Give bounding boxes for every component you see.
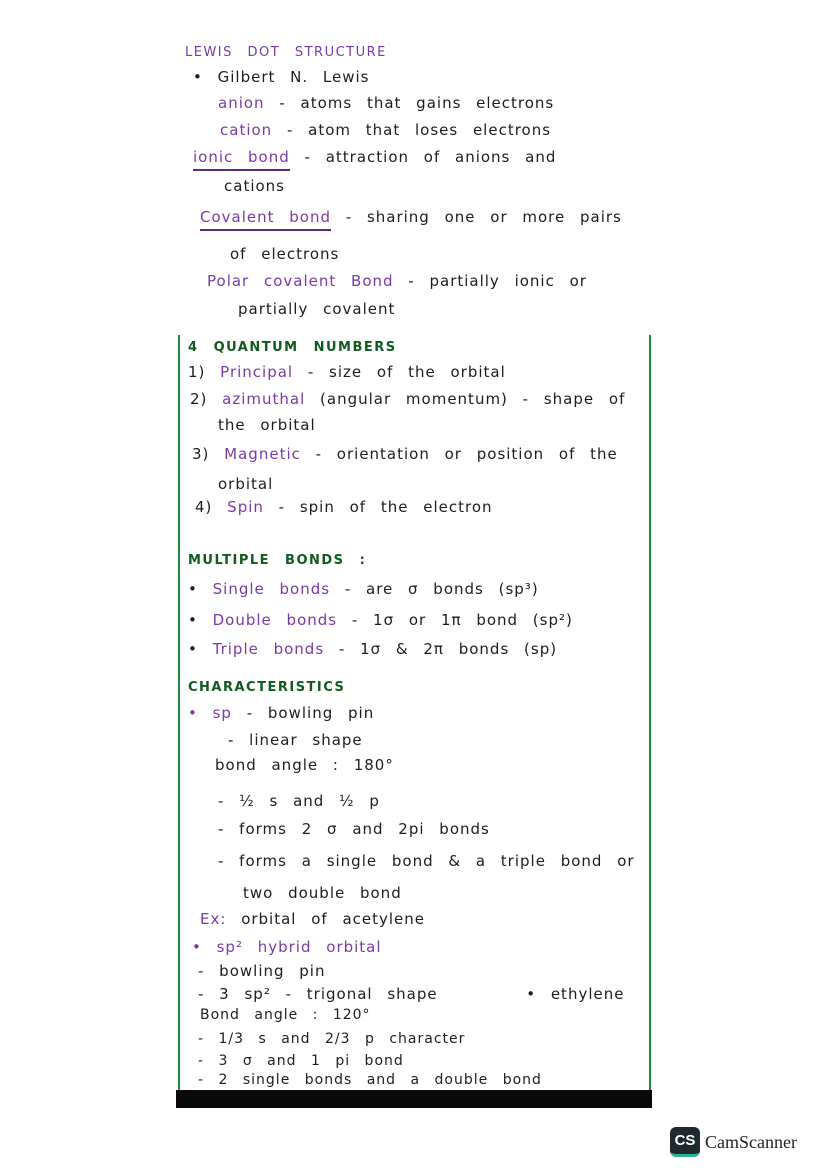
note-line <box>218 93 554 113</box>
note-text: - linear shape <box>228 731 363 749</box>
note-line <box>238 299 395 319</box>
camscanner-logo-icon: CS <box>670 1127 700 1157</box>
note-text: 4) <box>195 498 228 516</box>
note-line <box>200 909 425 929</box>
note-line <box>207 271 587 291</box>
note-line <box>188 549 366 571</box>
note-line <box>228 730 363 750</box>
note-line <box>188 579 539 599</box>
margin-line-left <box>178 335 180 1090</box>
key-term: Magnetic <box>224 445 301 463</box>
note-text: the orbital <box>218 416 316 434</box>
note-line <box>198 1051 404 1071</box>
note-line <box>195 497 493 517</box>
note-text: (angular momentum) - shape of <box>305 390 626 408</box>
note-line <box>224 176 285 196</box>
note-text: - are σ bonds (sp³) <box>330 580 539 598</box>
key-term: anion <box>218 94 265 112</box>
note-line <box>192 937 382 957</box>
note-line <box>218 415 316 435</box>
note-text: - atom that loses electrons <box>272 121 552 139</box>
note-text: 1) <box>188 363 221 381</box>
key-term: Spin <box>227 498 264 516</box>
note-line <box>188 610 573 630</box>
note-text: two double bond <box>243 884 402 902</box>
note-line <box>198 1070 542 1090</box>
note-text: - size of the orbital <box>293 363 506 381</box>
key-term: Triple bonds <box>212 640 325 658</box>
note-text: - orientation or position of the <box>300 445 618 463</box>
section-heading: LEWIS DOT STRUCTURE <box>185 45 387 60</box>
note-text: - 1σ or 1π bond (sp²) <box>337 611 573 629</box>
note-line <box>218 819 490 839</box>
note-text: - bowling pin <box>231 704 375 722</box>
camscanner-label: CamScanner <box>705 1131 797 1152</box>
key-term: azimuthal <box>222 390 306 408</box>
note-line <box>200 1005 371 1025</box>
note-line <box>218 791 380 811</box>
note-text: - 1σ & 2π bonds (sp) <box>324 640 558 658</box>
note-text: - 3 σ and 1 pi bond <box>198 1053 404 1069</box>
note-text: - forms 2 σ and 2pi bonds <box>218 820 490 838</box>
note-line <box>230 244 339 264</box>
note-line <box>243 883 402 903</box>
note-text: - 2 single bonds and a double bond <box>198 1072 542 1088</box>
key-term: Polar covalent Bond <box>207 272 394 290</box>
section-heading: 4 QUANTUM NUMBERS <box>188 340 397 355</box>
note-text: • <box>188 611 213 629</box>
section-heading: CHARACTERISTICS <box>188 680 346 695</box>
key-term: ionic bond <box>193 148 290 171</box>
note-text: - bowling pin <box>198 962 326 980</box>
note-text: orbital <box>218 475 274 493</box>
note-text: cations <box>224 177 285 195</box>
note-text: partially covalent <box>238 300 396 318</box>
note-line <box>192 444 618 464</box>
note-text: bond angle : 180° <box>215 756 394 774</box>
note-line <box>218 474 273 494</box>
note-line <box>185 41 387 63</box>
note-text: - forms a single bond & a triple bond or <box>218 852 635 870</box>
note-text: - partially ionic or <box>393 272 587 290</box>
key-term: • sp <box>188 704 232 722</box>
note-line <box>198 1029 465 1049</box>
note-line <box>200 207 622 227</box>
note-line <box>220 120 551 140</box>
note-text: 3) <box>192 445 225 463</box>
note-text: orbital of acetylene <box>226 910 426 928</box>
note-text: of electrons <box>230 245 340 263</box>
note-line <box>190 389 625 409</box>
note-text: Bond angle : 120° <box>200 1007 371 1023</box>
note-text: • ethylene <box>437 985 625 1003</box>
camscanner-watermark <box>670 1127 797 1157</box>
key-term: Covalent bond <box>200 208 331 231</box>
note-line <box>188 336 397 358</box>
key-term: cation <box>220 121 273 139</box>
note-line <box>188 676 345 698</box>
note-line <box>188 362 506 382</box>
key-term: Ex: <box>200 910 227 928</box>
note-text: - attraction of anions and <box>289 148 557 166</box>
key-term: • sp² hybrid orbital <box>192 938 382 956</box>
note-text: 2) <box>190 390 223 408</box>
note-text: - 3 sp² - trigonal shape <box>198 985 438 1003</box>
note-text: • <box>188 580 213 598</box>
note-line <box>188 639 557 659</box>
scan-bottom-edge <box>176 1090 652 1108</box>
note-text: • <box>188 640 213 658</box>
key-term: Single bonds <box>212 580 331 598</box>
note-line <box>193 67 369 87</box>
note-text: • Gilbert N. Lewis <box>193 68 370 86</box>
note-line <box>215 755 394 775</box>
note-line <box>193 147 556 167</box>
note-text: - 1/3 s and 2/3 p character <box>198 1031 466 1047</box>
note-text: - sharing one or more pairs <box>331 208 622 226</box>
note-text: - ½ s and ½ p <box>218 792 380 810</box>
note-line <box>188 703 374 723</box>
note-line <box>198 961 325 981</box>
note-line <box>218 851 635 871</box>
margin-line-right <box>649 335 651 1090</box>
note-text: - atoms that gains electrons <box>264 94 555 112</box>
note-text: - spin of the electron <box>263 498 493 516</box>
section-heading: MULTIPLE BONDS : <box>188 553 367 568</box>
key-term: Principal <box>220 363 294 381</box>
note-line <box>198 984 624 1004</box>
key-term: Double bonds <box>212 611 338 629</box>
